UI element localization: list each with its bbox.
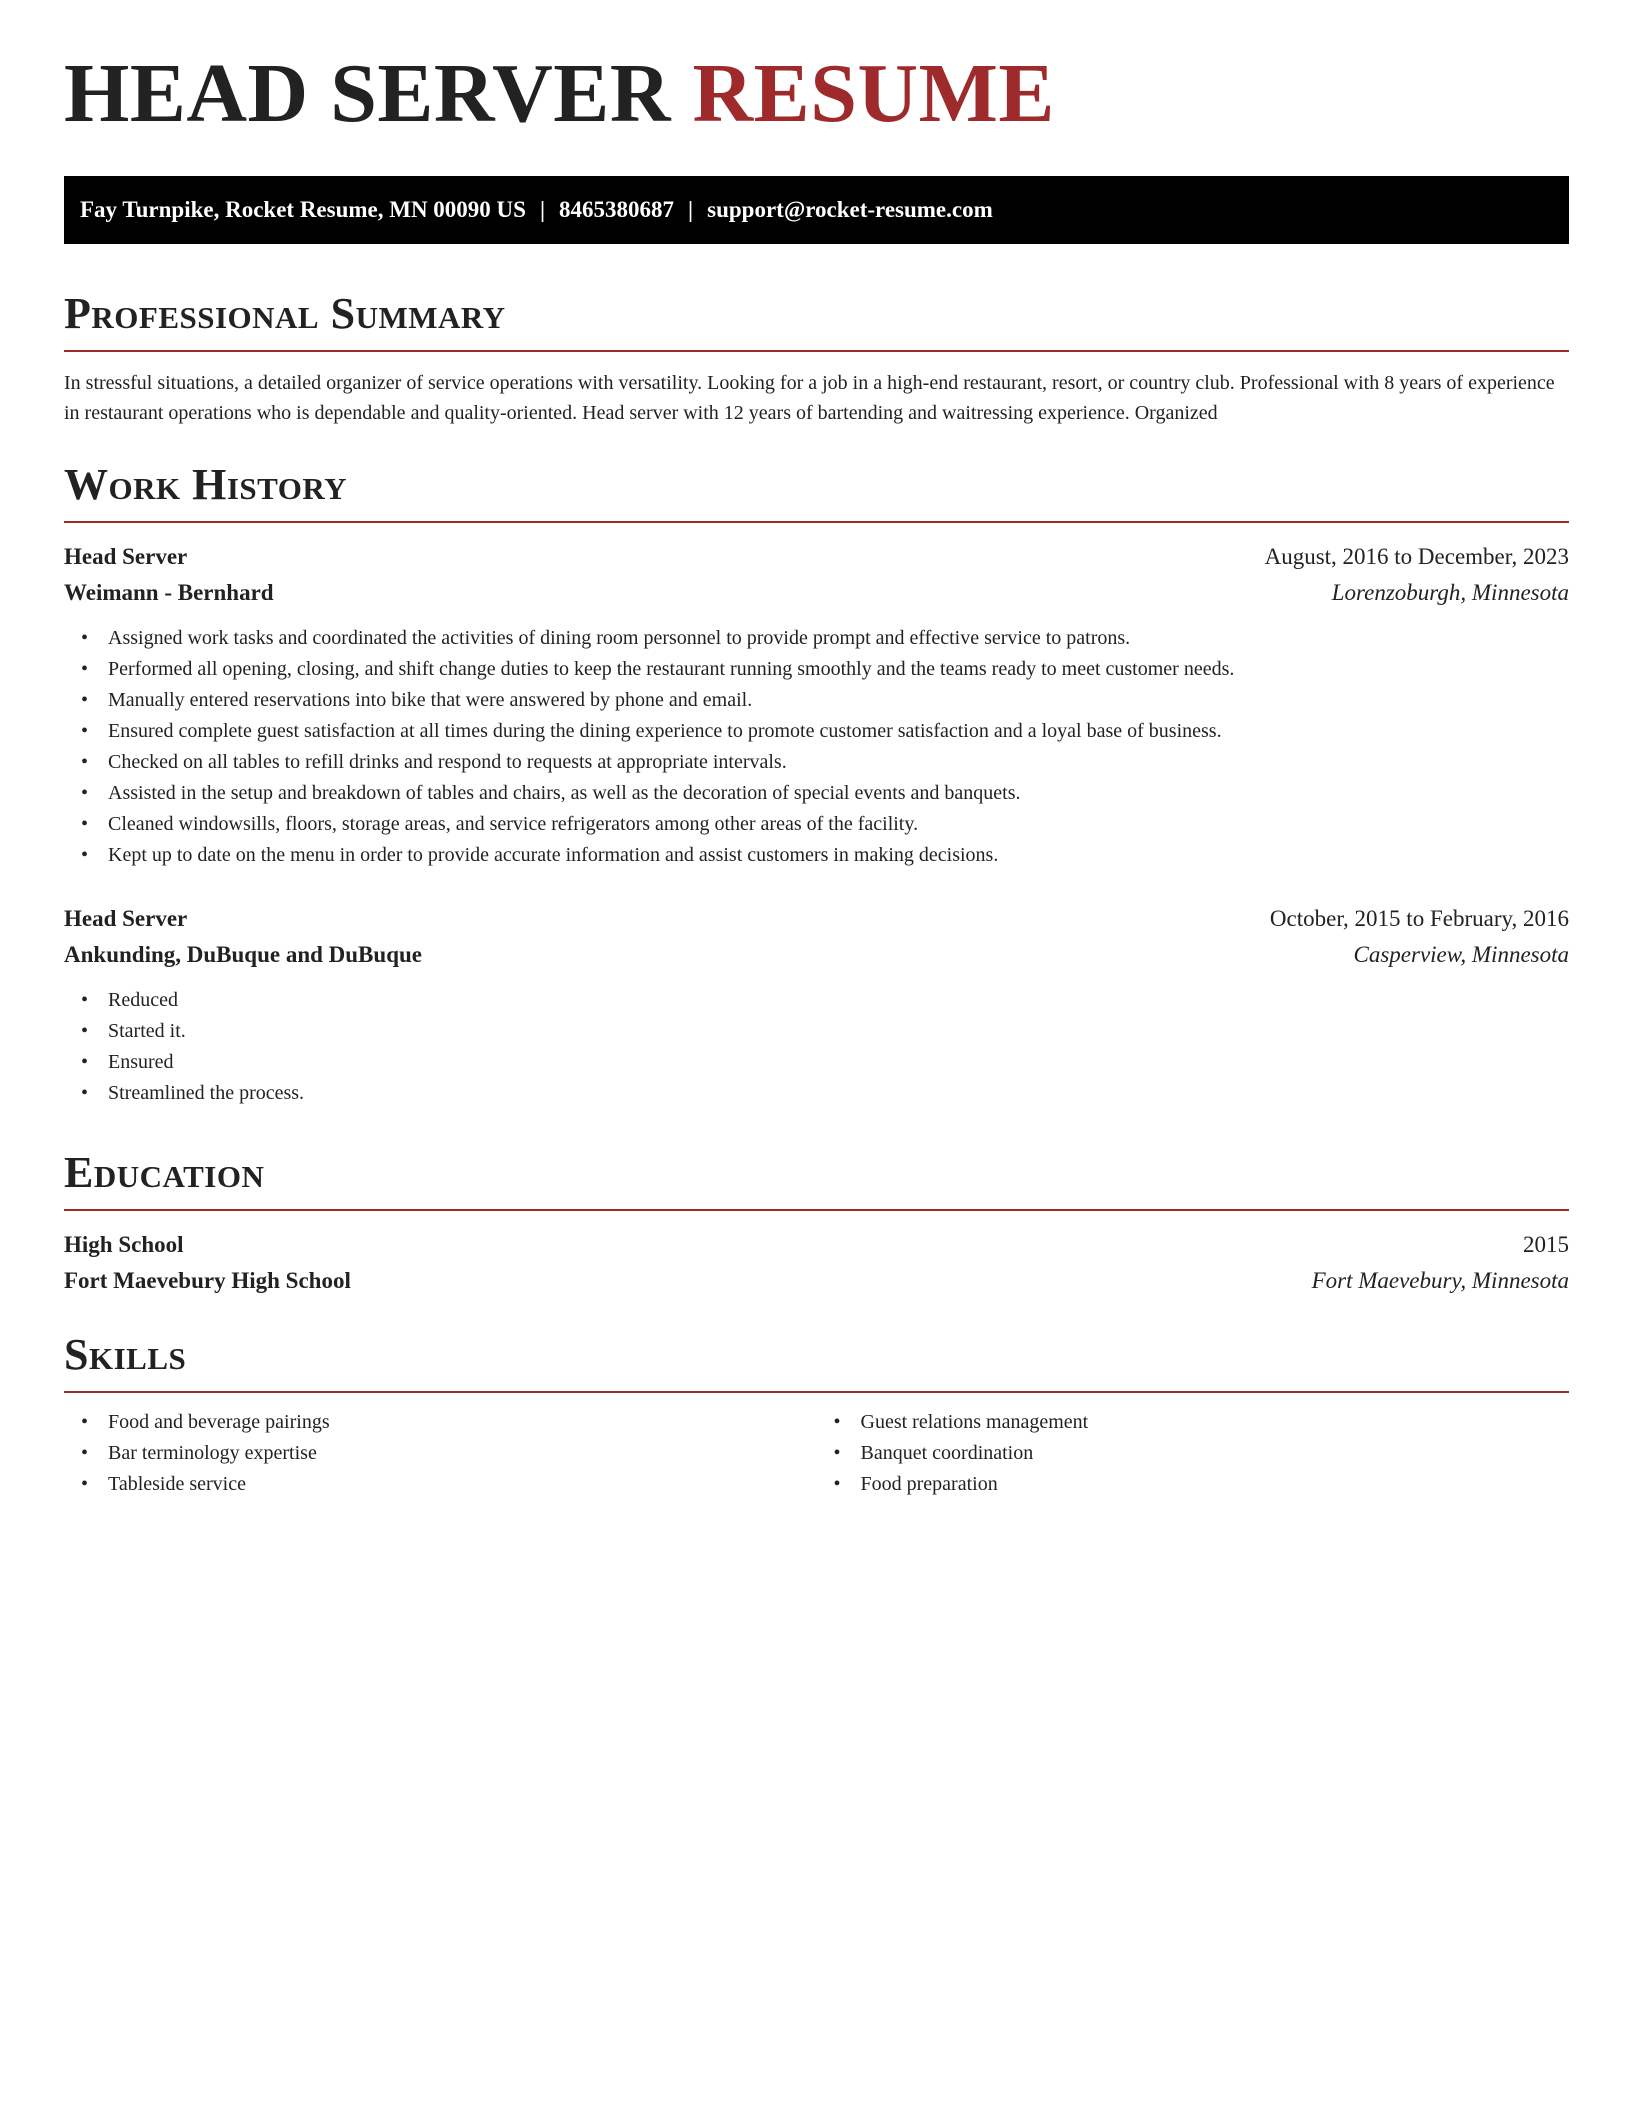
list-item: • Performed all opening, closing, and shift change duties to keep the restaurant running smoothly and the teams ready to meet customer needs. [108,654,1569,685]
job-company: Ankunding, DuBuque and DuBuque [64,942,422,967]
contact-phone: 8465380687 [559,197,675,222]
list-item: • Assigned work tasks and coordinated the activities of dining room personnel to provide prompt and effective service to patrons. [108,623,1569,654]
list-item: • Tableside service [108,1469,817,1500]
contact-address: Fay Turnpike, Rocket Resume, MN 00090 US [80,197,526,222]
job-title: Head Server [64,906,188,931]
skills-list-left [64,1407,817,1500]
education-degree: High School [64,1232,184,1257]
summary-text: In stressful situations, a detailed organizer of service operations with versatility. Looking for a job in a high-end restaurant, resort, or country club. Professional with 8 years of experience in restaurant operations who is dependable and quality-oriented. Head server with 12 years of bartending and waitressing experience. Organized [64,372,1555,424]
contact-email: support@rocket-resume.com [707,197,993,222]
summary-heading: Professional Summary [64,292,1569,352]
education-school: Fort Maevebury High School [64,1268,351,1293]
work-history-section [64,460,1569,1109]
list-item: • Cleaned windowsills, floors, storage areas, and service refrigerators among other areas of the facility. [108,809,1569,840]
resume-title [64,47,1055,140]
job-dates: August, 2016 to December, 2023 [1264,544,1569,569]
list-item: • Kept up to date on the menu in order to provide accurate information and assist customers in making decisions. [108,840,1569,871]
job-company-row [64,937,1569,973]
contact-separator: | [688,197,694,222]
education-school-row [64,1263,1569,1299]
job-dates: October, 2015 to February, 2016 [1269,906,1569,931]
education-header-row [64,1227,1569,1263]
list-item: • Started it. [108,1016,1569,1047]
list-item: • Bar terminology expertise [108,1438,817,1469]
list-item: • Food and beverage pairings [108,1407,817,1438]
skills-section [64,1330,1569,1500]
list-item: • Ensured [108,1047,1569,1078]
list-item: • Guest relations management [861,1407,1570,1438]
skills-list-right [817,1407,1570,1500]
job-header-row [64,539,1569,575]
education-location: Fort Maevebury, Minnesota [1311,1268,1569,1293]
title-main: HEAD SERVER [64,47,671,140]
list-item: • Banquet coordination [861,1438,1570,1469]
contact-bar [64,176,1569,244]
work-history-heading: Work History [64,463,1569,523]
list-item: • Streamlined the process. [108,1078,1569,1109]
job-bullet-list [64,985,1569,1109]
job-location: Casperview, Minnesota [1353,942,1569,967]
job-entry [64,539,1569,871]
job-header-row [64,901,1569,937]
list-item: • Ensured complete guest satisfaction at all times during the dining experience to promote customer satisfaction and a loyal base of business. [108,716,1569,747]
job-bullet-list [64,623,1569,871]
job-title: Head Server [64,544,188,569]
contact-separator: | [539,197,546,222]
list-item: • Assisted in the setup and breakdown of tables and chairs, as well as the decoration of special events and banquets. [108,778,1569,809]
list-item: • Manually entered reservations into bike that were answered by phone and email. [108,685,1569,716]
job-company: Weimann - Bernhard [64,580,274,605]
education-heading: Education [64,1151,1569,1211]
list-item: • Food preparation [861,1469,1570,1500]
skills-grid [64,1407,1569,1500]
education-year: 2015 [1523,1232,1569,1257]
list-item: • Checked on all tables to refill drinks and respond to requests at appropriate intervals. [108,747,1569,778]
list-item: • Reduced [108,985,1569,1016]
skills-heading: Skills [64,1333,1569,1393]
job-company-row [64,575,1569,611]
title-accent: RESUME [692,47,1055,140]
job-location: Lorenzoburgh, Minnesota [1331,580,1569,605]
education-section [64,1148,1569,1299]
summary-section [64,289,1569,428]
education-entry [64,1227,1569,1299]
job-entry [64,901,1569,1109]
